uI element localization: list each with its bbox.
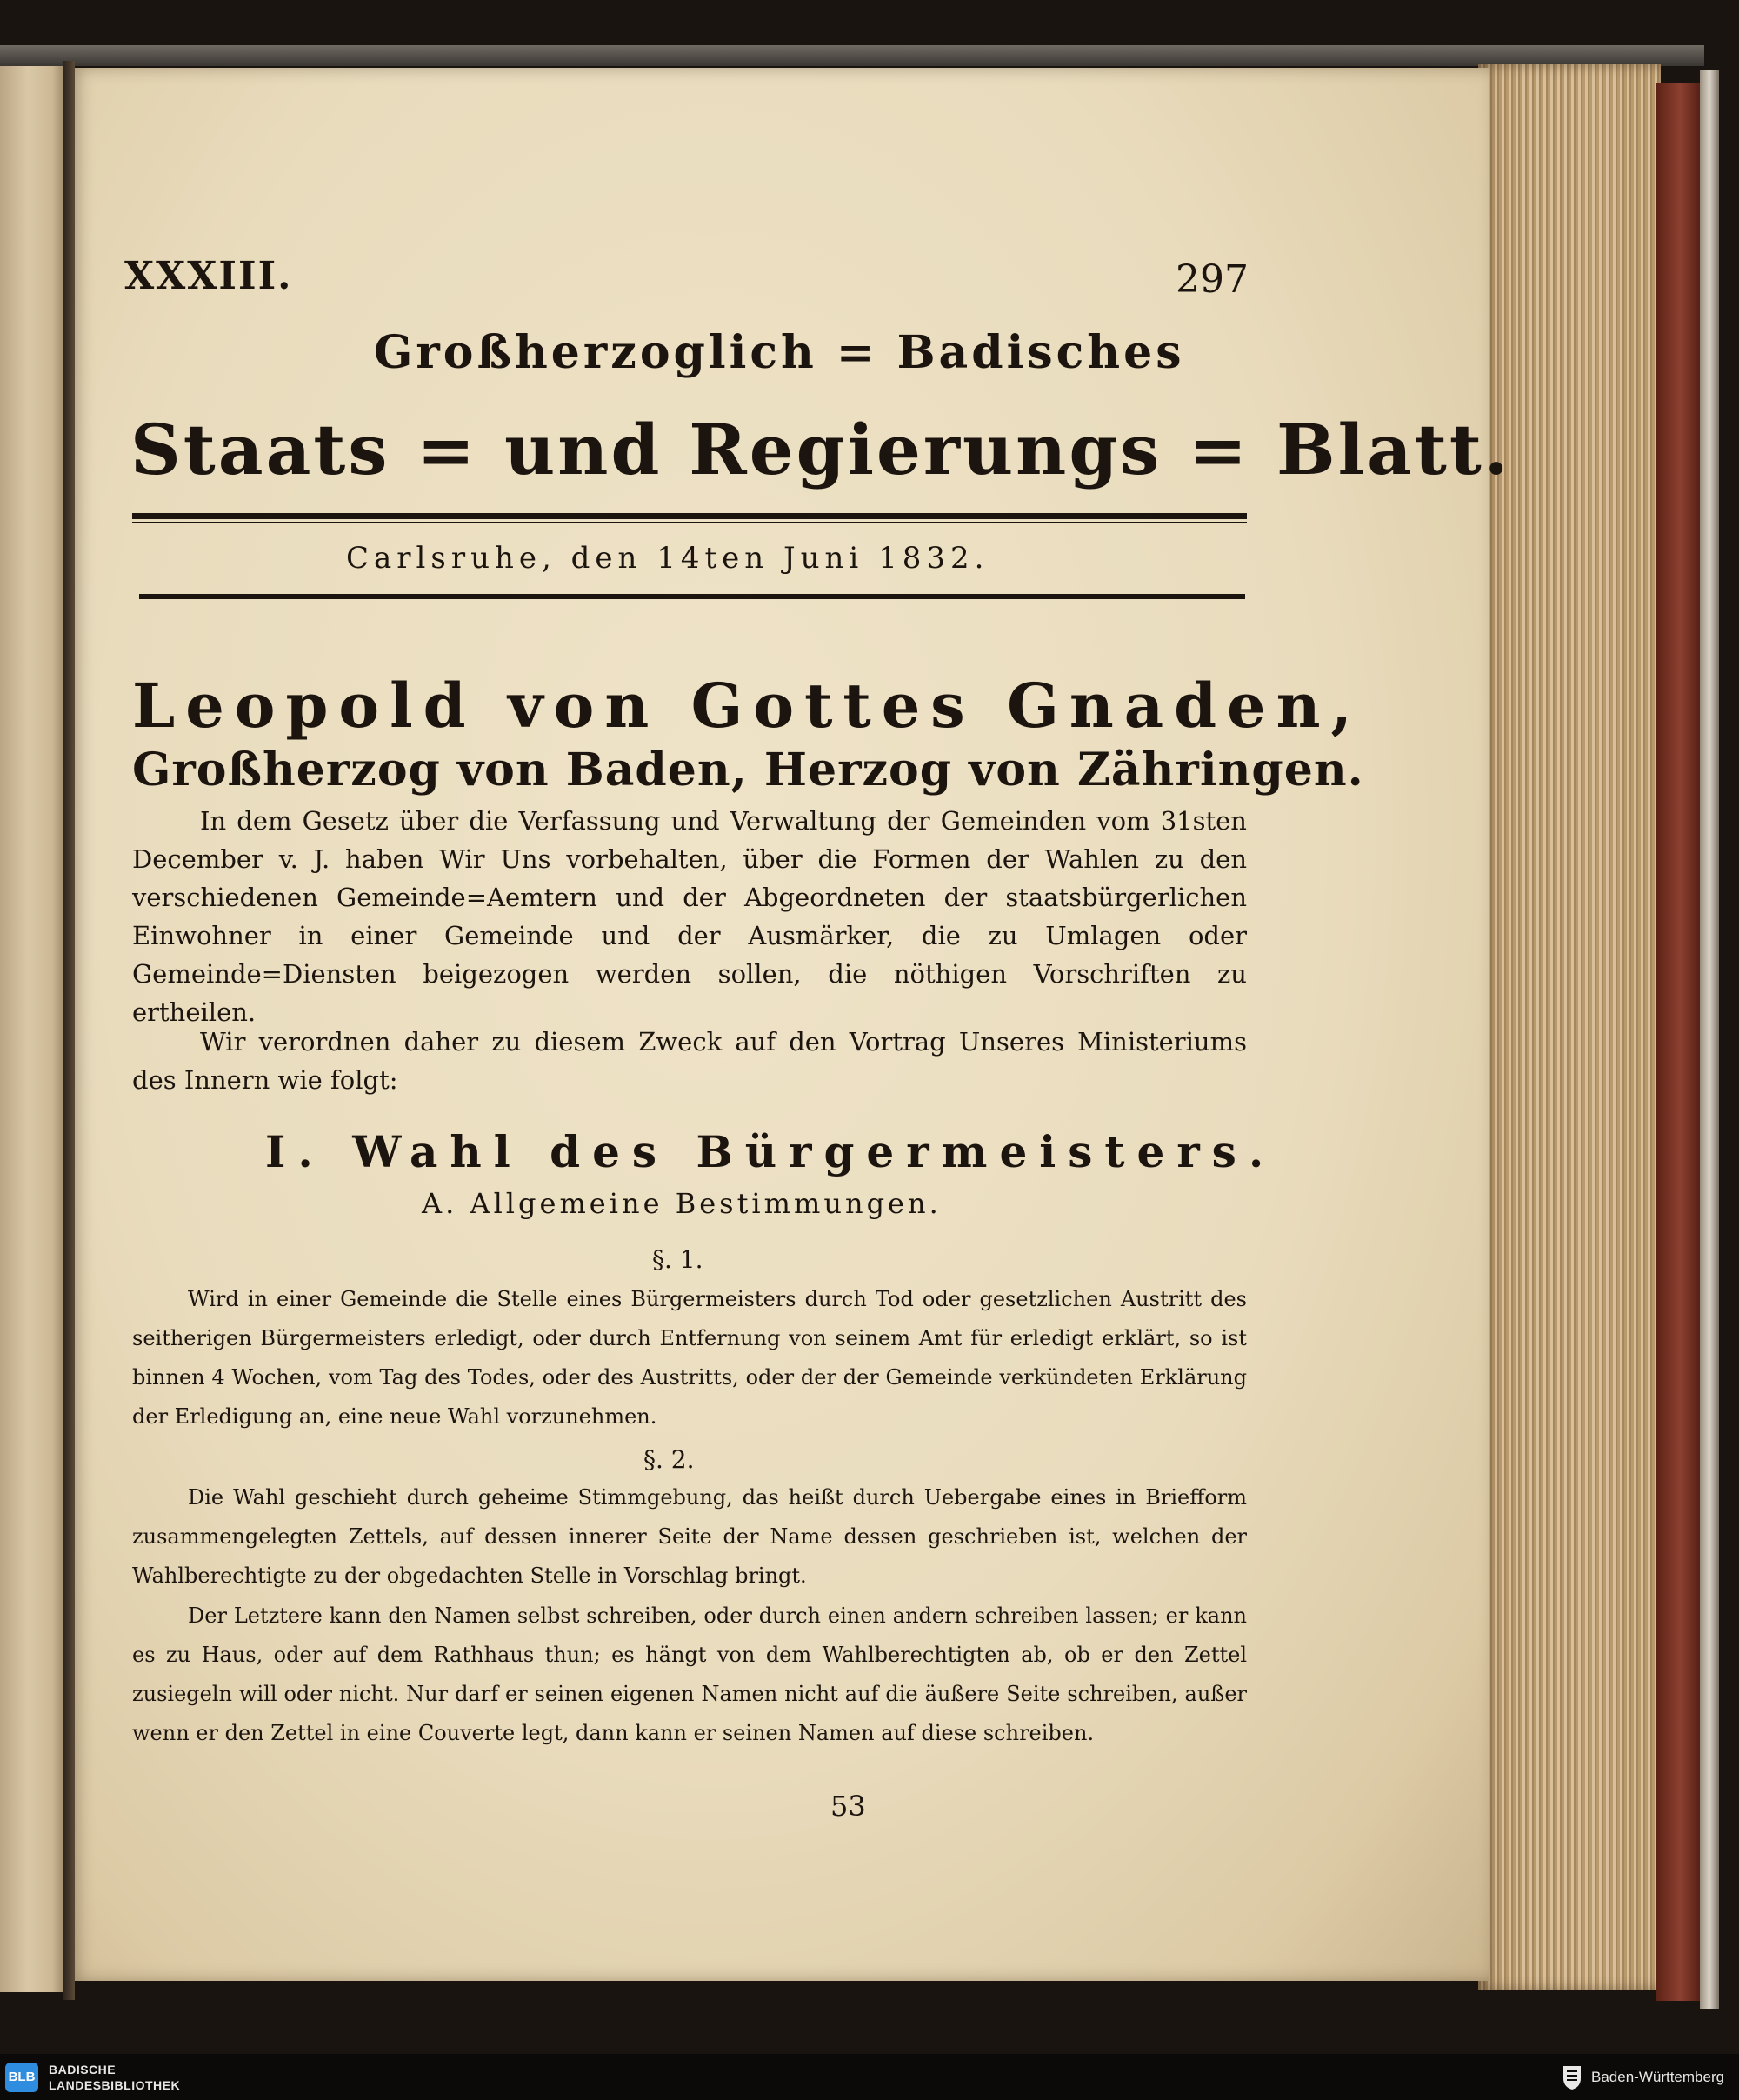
masthead-rule-top-thin — [132, 522, 1247, 523]
blb-name-line-1: BADISCHE — [49, 2063, 117, 2077]
book-cover-edge — [1700, 70, 1719, 2009]
masthead-line-1: Großherzoglich = Badisches — [374, 326, 1185, 379]
paragraph-2-continuation: Der Letztere kann den Namen selbst schreiben, oder durch einen andern schreiben lassen; er kann es zu Haus, oder auf dem Rathhaus thun; es hängt von dem Wahlberechtigten ab, ob er den Zettel zusiegeln will oder nicht. Nur darf er seinen eigenen Namen nicht auf die äußere Seite schreiben, außer wenn er den Zettel in eine Couverte legt, dann kann er seinen Namen auf diese schreiben. — [132, 1603, 1247, 1745]
masthead-rule-bottom — [139, 594, 1245, 599]
dateline: Carlsruhe, den 14ten Juni 1832. — [346, 541, 989, 576]
page-number: 297 — [1176, 257, 1249, 302]
coat-of-arms-icon — [1562, 2064, 1582, 2090]
blb-logo-icon[interactable]: BLB — [5, 2063, 38, 2092]
subsection-title: A. Allgemeine Bestimmungen. — [422, 1187, 942, 1220]
decree-subheading: Großherzog von Baden, Herzog von Zähringen. — [132, 743, 1364, 797]
ordinance-paragraph: Wir verordnen daher zu diesem Zweck auf den Vortrag Unseres Ministeriums des Innern wie folgt: — [132, 1027, 1247, 1095]
paragraph-number-1: §. 1. — [652, 1245, 703, 1274]
book-top-edge — [0, 45, 1704, 66]
blb-name-line-2: LANDESBIBLIOTHEK — [49, 2078, 181, 2092]
book-cover-spine — [1656, 83, 1704, 2001]
paragraph-1-text: Wird in einer Gemeinde die Stelle eines Bürgermeisters durch Tod oder gesetzlichen Austritt des seitherigen Bürgermeisters erledigt, oder durch Entfernung von seinem Amt für erledigt erklärt, so ist binnen 4 Wochen, vom Tag des Todes, oder des Austritts, oder der der Gemeinde verkündeten Erklärung der Erledigung an, eine neue Wahl vorzunehmen. — [132, 1287, 1247, 1429]
bw-label[interactable]: Baden-Württemberg — [1591, 2069, 1725, 2085]
page-block-edge — [1478, 64, 1661, 1990]
section-title: I. Wahl des Bürgermeisters. — [265, 1126, 1276, 1177]
preamble-paragraph: In dem Gesetz über die Verfassung und Verwaltung der Gemeinden vom 31sten December v. J. haben Wir Uns vorbehalten, über die Formen der Wahlen zu den verschiedenen Gemeinde=Aemtern und der Abgeordneten der staatsbürgerlichen Einwohner in einer Gemeinde und der Ausmärker, die zu Umlagen oder Gemeinde=Diensten beigezogen werden sollen, die nöthigen Vorschriften zu ertheilen. — [132, 806, 1247, 1027]
masthead-line-2: Staats = und Regierungs = Blatt. — [130, 409, 1511, 490]
paragraph-number-2: §. 2. — [643, 1445, 695, 1474]
decree-heading: Leopold von Gottes Gnaden, — [132, 670, 1363, 742]
viewer-footer — [0, 2054, 1739, 2100]
left-page-edge — [0, 66, 70, 1992]
masthead-rule-top — [132, 513, 1247, 519]
issue-number: XXXIII. — [124, 254, 293, 298]
paragraph-2-text: Die Wahl geschieht durch geheime Stimmgebung, das heißt durch Uebergabe eines in Briefform zusammengelegten Zettels, auf dessen innerer Seite der Name dessen geschrieben ist, welchen der Wahlberechtigte zu der obgedachten Stelle in Vorschlag bringt. — [132, 1485, 1247, 1588]
signature-mark: 53 — [830, 1790, 866, 1823]
book-gutter — [63, 61, 75, 2000]
